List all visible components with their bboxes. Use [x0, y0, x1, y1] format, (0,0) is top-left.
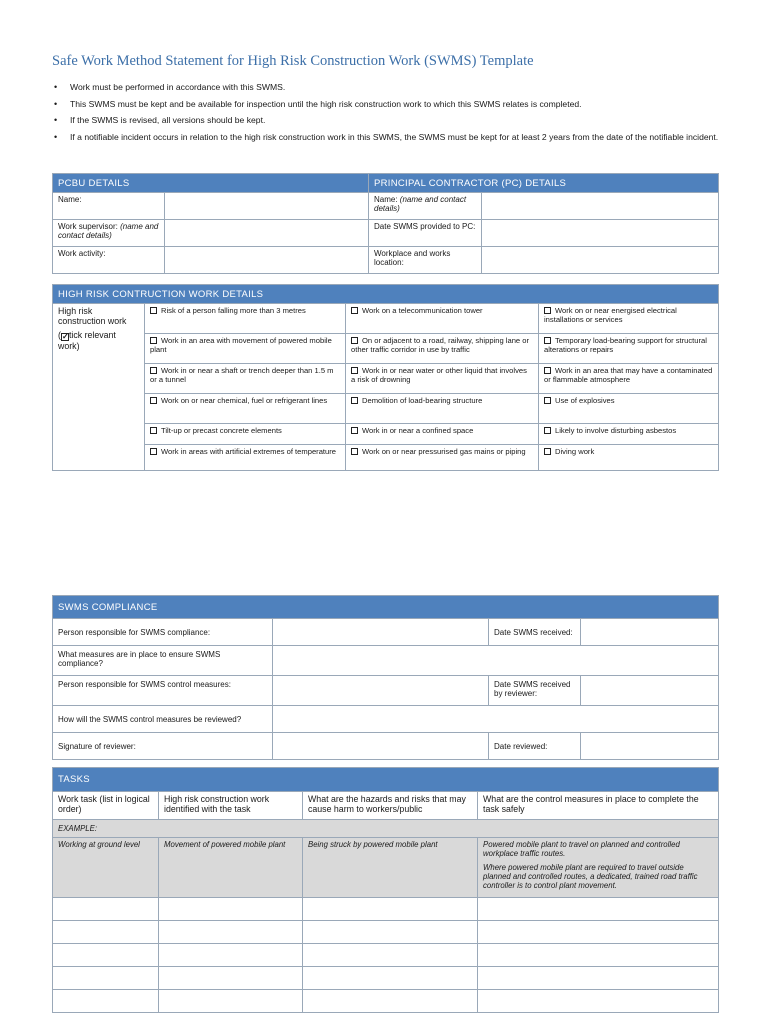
example-control: Powered mobile plant to travel on planned and controlled workplace traffic routes. Where powered mobile plant are required to travel outside planned and controlled routes, a dedicated, trained road traffic controller is to control plant movement.: [478, 838, 719, 898]
instruction-item: • Work must be performed in accordance with this SWMS.: [52, 82, 720, 93]
checkbox-icon[interactable]: [150, 367, 157, 374]
hrcw-option[interactable]: Work in or near a shaft or trench deeper than 1.5 m or a tunnel: [145, 364, 346, 394]
control-person-field[interactable]: [273, 676, 489, 706]
hrcw-option[interactable]: Work in or near a confined space: [346, 424, 539, 445]
task-cell[interactable]: [159, 967, 303, 990]
example-task: Working at ground level: [53, 838, 159, 898]
pc-name-field[interactable]: [482, 193, 719, 220]
task-cell[interactable]: [478, 967, 719, 990]
table-row: [53, 247, 719, 274]
hrcw-lead-note: tick relevant work): [58, 330, 116, 351]
work-activity-label: Work activity:: [53, 247, 165, 274]
compliance-person-field[interactable]: [273, 619, 489, 646]
task-cell[interactable]: [53, 990, 159, 1013]
task-cell[interactable]: [303, 921, 478, 944]
example-hazard: Being struck by powered mobile plant: [303, 838, 478, 898]
task-cell[interactable]: [478, 944, 719, 967]
date-received-reviewer-label: Date SWMS received by reviewer:: [489, 676, 581, 706]
instruction-list: [52, 82, 720, 148]
table-row: [53, 424, 719, 445]
table-row: [53, 944, 719, 967]
task-cell[interactable]: [303, 990, 478, 1013]
table-row: [53, 445, 719, 471]
task-cell[interactable]: [303, 967, 478, 990]
checkbox-icon[interactable]: [544, 307, 551, 314]
instruction-item: • If a notifiable incident occurs in relation to the high risk construction work in this SWMS, the SWMS must be kept for at least 2 years from the date of the notifiable incident.: [52, 132, 720, 143]
table-row: [53, 334, 719, 364]
table-row: [53, 733, 719, 760]
instruction-item: • If the SWMS is revised, all versions should be kept.: [52, 115, 720, 126]
checkbox-icon[interactable]: [150, 427, 157, 434]
hrcw-option[interactable]: Likely to involve disturbing asbestos: [539, 424, 719, 445]
task-cell[interactable]: [478, 898, 719, 921]
column-header: What are the hazards and risks that may cause harm to workers/public: [303, 792, 478, 820]
checkbox-icon[interactable]: [150, 337, 157, 344]
task-cell[interactable]: [159, 944, 303, 967]
compliance-measures-label: What measures are in place to ensure SWMS compliance?: [53, 646, 273, 676]
hrcw-option[interactable]: Tilt-up or precast concrete elements: [145, 424, 346, 445]
checked-box-icon: ✓: [61, 332, 69, 341]
date-swms-provided-field[interactable]: [482, 220, 719, 247]
control-person-label: Person responsible for SWMS control measures:: [53, 676, 273, 706]
pcbu-name-label: Name:: [53, 193, 165, 220]
column-header: Work task (list in logical order): [53, 792, 159, 820]
checkbox-icon[interactable]: [150, 397, 157, 404]
hrcw-header: HIGH RISK CONTRUCTION WORK DETAILS: [53, 285, 719, 304]
hrcw-option[interactable]: Temporary load-bearing support for structural alterations or repairs: [539, 334, 719, 364]
task-cell[interactable]: [53, 967, 159, 990]
example-row: [53, 838, 719, 898]
checkbox-icon[interactable]: [351, 397, 358, 404]
review-method-field[interactable]: [273, 706, 719, 733]
hrcw-option[interactable]: Work in an area that may have a contaminated or flammable atmosphere: [539, 364, 719, 394]
checkbox-icon[interactable]: [544, 448, 551, 455]
swms-compliance-table: [52, 595, 719, 760]
checkbox-icon[interactable]: [351, 427, 358, 434]
page-title: Safe Work Method Statement for High Risk Construction Work (SWMS) Template: [52, 53, 534, 69]
work-supervisor-label: Work supervisor: (name and contact details): [53, 220, 165, 247]
checkbox-icon[interactable]: [544, 427, 551, 434]
tasks-header: TASKS: [53, 768, 719, 792]
column-header: What are the control measures in place to complete the task safely: [478, 792, 719, 820]
review-method-label: How will the SWMS control measures be reviewed?: [53, 706, 273, 733]
task-cell[interactable]: [159, 898, 303, 921]
table-row: [53, 676, 719, 706]
date-swms-provided-label: Date SWMS provided to PC:: [369, 220, 482, 247]
work-supervisor-field[interactable]: [165, 220, 369, 247]
checkbox-icon[interactable]: [150, 448, 157, 455]
principal-contractor-header: PRINCIPAL CONTRACTOR (PC) DETAILS: [369, 174, 719, 193]
hrcw-option[interactable]: Demolition of load-bearing structure: [346, 394, 539, 424]
checkbox-icon[interactable]: [544, 337, 551, 344]
table-row: [53, 619, 719, 646]
table-row: [53, 193, 719, 220]
checkbox-icon[interactable]: [351, 307, 358, 314]
date-received-field[interactable]: [581, 619, 719, 646]
hrcw-option[interactable]: Work on or near pressurised gas mains or piping: [346, 445, 539, 471]
table-row: [53, 898, 719, 921]
instruction-item: • This SWMS must be kept and be available for inspection until the high risk construction work to which this SWMS relates is completed.: [52, 99, 720, 110]
hrcw-option[interactable]: Work in areas with artificial extremes of temperature: [145, 445, 346, 471]
hrcw-option[interactable]: Risk of a person falling more than 3 metres: [145, 304, 346, 334]
pc-name-label: Name: (name and contact details): [369, 193, 482, 220]
table-row: [53, 967, 719, 990]
tasks-table: [52, 767, 719, 1013]
task-cell[interactable]: [303, 944, 478, 967]
hrcw-option[interactable]: Use of explosives: [539, 394, 719, 424]
swms-compliance-header: SWMS COMPLIANCE: [53, 596, 719, 619]
reviewer-signature-field[interactable]: [273, 733, 489, 760]
table-row: [53, 990, 719, 1013]
pcbu-details-header: PCBU DETAILS: [53, 174, 369, 193]
tasks-column-headers: [53, 792, 719, 820]
date-received-reviewer-field[interactable]: [581, 676, 719, 706]
table-row: [53, 706, 719, 733]
checkbox-icon[interactable]: [351, 448, 358, 455]
date-reviewed-field[interactable]: [581, 733, 719, 760]
work-activity-field[interactable]: [165, 247, 369, 274]
hrcw-option[interactable]: Work in an area with movement of powered mobile plant: [145, 334, 346, 364]
checkbox-icon[interactable]: [351, 367, 358, 374]
column-header: High risk construction work identified with the task: [159, 792, 303, 820]
table-row: [53, 304, 719, 334]
task-cell[interactable]: [478, 990, 719, 1013]
task-cell[interactable]: [159, 921, 303, 944]
hrcw-option[interactable]: Diving work: [539, 445, 719, 471]
task-cell[interactable]: [53, 898, 159, 921]
table-row: [53, 364, 719, 394]
compliance-person-label: Person responsible for SWMS compliance:: [53, 619, 273, 646]
checkbox-icon[interactable]: [150, 307, 157, 314]
checkbox-icon[interactable]: [544, 397, 551, 404]
task-cell[interactable]: [53, 921, 159, 944]
pcbu-name-field[interactable]: [165, 193, 369, 220]
task-cell[interactable]: [303, 898, 478, 921]
table-row: [53, 921, 719, 944]
reviewer-signature-label: Signature of reviewer:: [53, 733, 273, 760]
hrcw-option[interactable]: Work on a telecommunication tower: [346, 304, 539, 334]
hrcw-option[interactable]: On or adjacent to a road, railway, shipping lane or other traffic corridor in use by traffic: [346, 334, 539, 364]
table-row: [53, 220, 719, 247]
task-cell[interactable]: [53, 944, 159, 967]
pcbu-details-table: [52, 173, 719, 274]
hrcw-details-table: [52, 284, 719, 471]
hrcw-option[interactable]: Work on or near chemical, fuel or refrigerant lines: [145, 394, 346, 424]
checkbox-icon[interactable]: [351, 337, 358, 344]
hrcw-lead-cell: High risk construction work (✓tick relevant work): [53, 304, 145, 471]
example-label: EXAMPLE:: [53, 820, 719, 838]
table-row: [53, 646, 719, 676]
workplace-location-label: Workplace and works location:: [369, 247, 482, 274]
workplace-location-field[interactable]: [482, 247, 719, 274]
date-received-label: Date SWMS received:: [489, 619, 581, 646]
table-row: [53, 394, 719, 424]
example-label-row: [53, 820, 719, 838]
compliance-measures-field[interactable]: [273, 646, 719, 676]
date-reviewed-label: Date reviewed:: [489, 733, 581, 760]
hrcw-option[interactable]: Work in or near water or other liquid that involves a risk of drowning: [346, 364, 539, 394]
hrcw-lead-label: High risk construction work: [58, 306, 127, 326]
checkbox-icon[interactable]: [544, 367, 551, 374]
task-cell[interactable]: [478, 921, 719, 944]
task-cell[interactable]: [159, 990, 303, 1013]
hrcw-option[interactable]: Work on or near energised electrical installations or services: [539, 304, 719, 334]
example-hrcw: Movement of powered mobile plant: [159, 838, 303, 898]
